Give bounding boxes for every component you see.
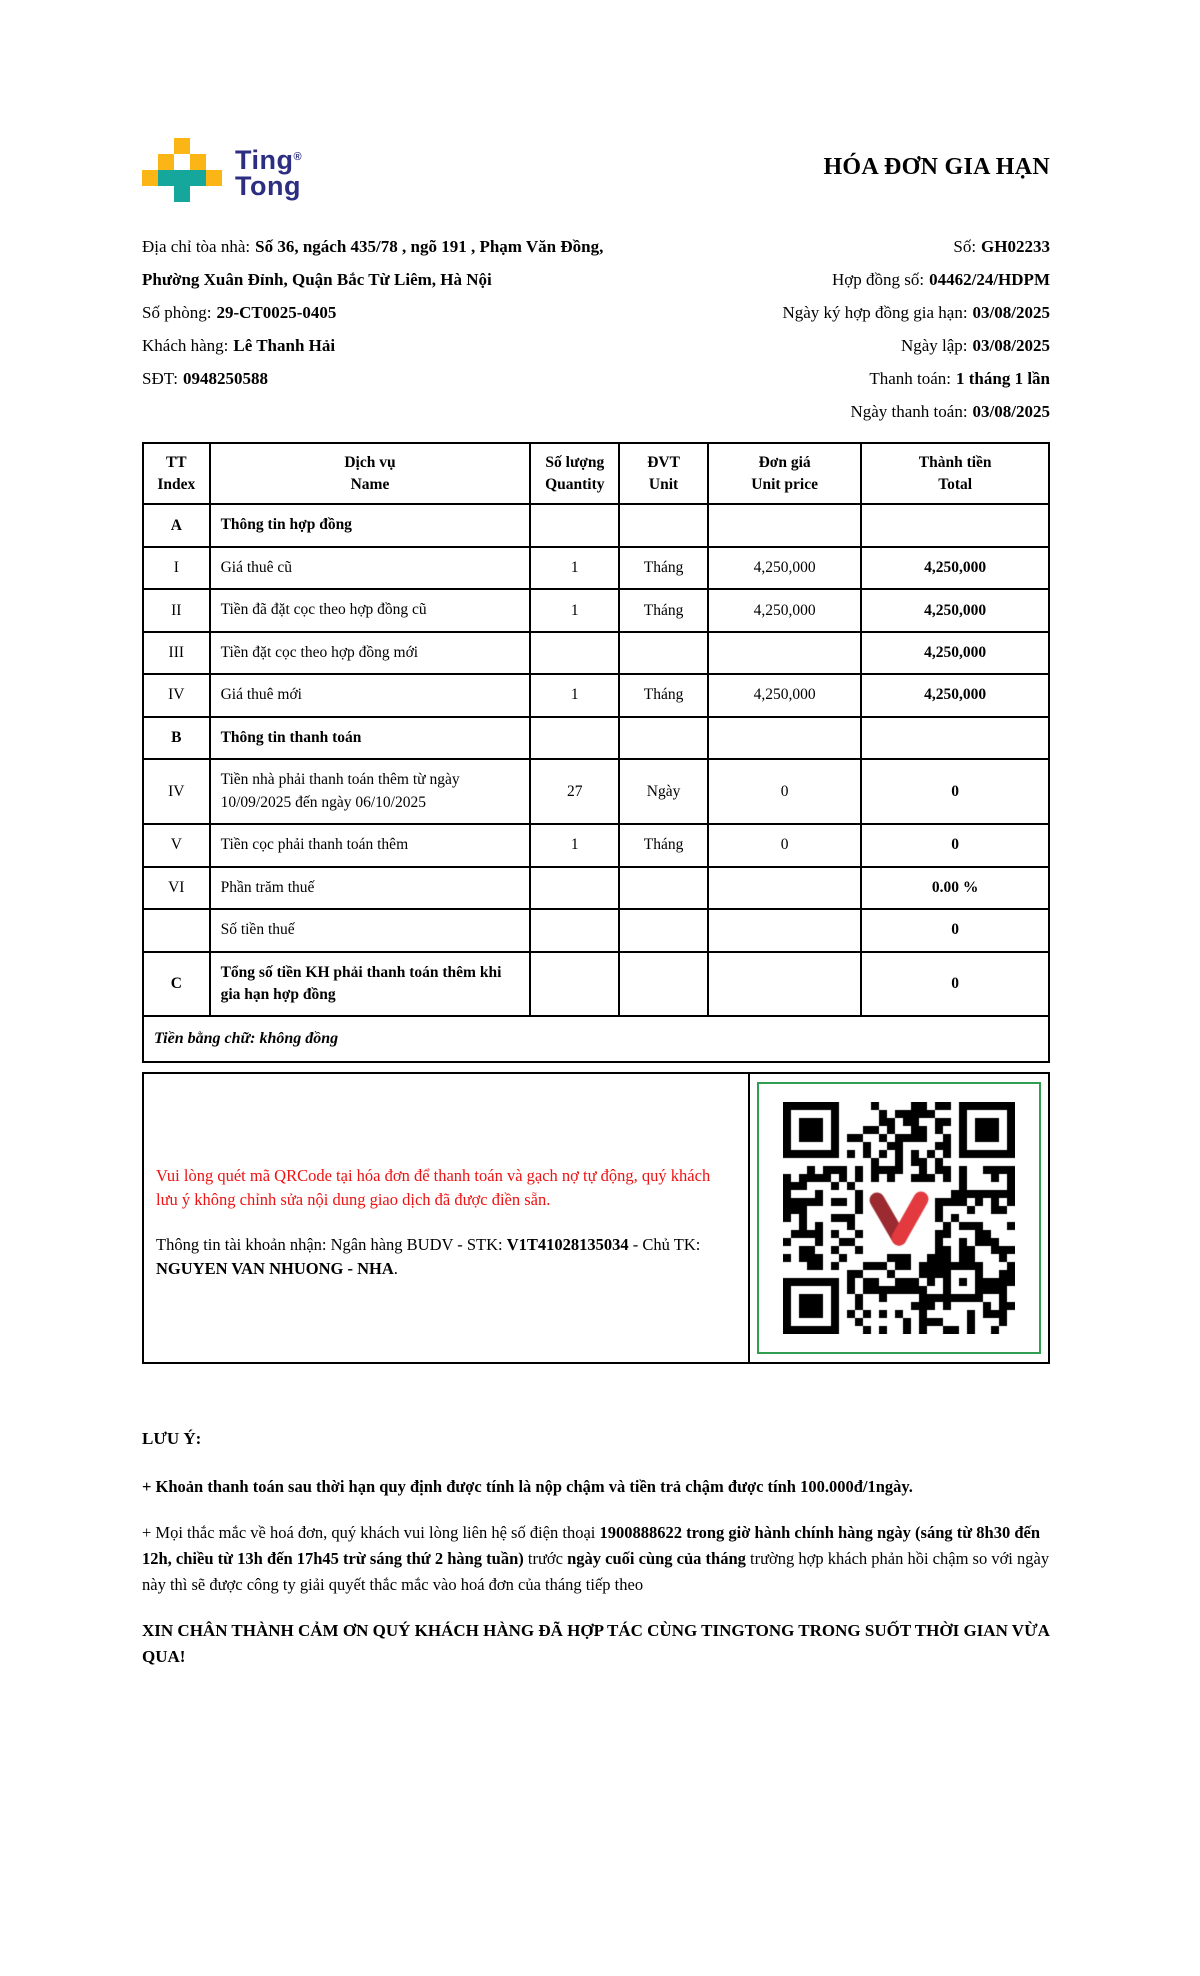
col-header-index: TT Index	[143, 443, 210, 504]
cell-name: Tiền nhà phải thanh toán thêm từ ngày 10/09/2025 đến ngày 06/10/2025	[210, 759, 531, 824]
label: Ngày thanh toán:	[850, 402, 968, 421]
payment-qr-section	[142, 1072, 1050, 1364]
cell-unit	[619, 867, 708, 909]
cell-qty	[530, 909, 619, 951]
cell-total: 0	[861, 909, 1049, 951]
col-header-name: Dịch vụ Name	[210, 443, 531, 504]
logo-pixel	[206, 170, 222, 186]
cell-tt: IV	[143, 674, 210, 716]
building-address	[142, 230, 620, 296]
cell-name: Giá thuê cũ	[210, 547, 531, 589]
cell-qty: 1	[530, 824, 619, 866]
cell-total	[861, 504, 1049, 546]
cell-tt: VI	[143, 867, 210, 909]
logo-pixel	[174, 138, 190, 154]
cell-total: 4,250,000	[861, 547, 1049, 589]
contract-number	[620, 263, 1050, 296]
cell-unit	[619, 717, 708, 759]
cell-unit	[619, 504, 708, 546]
cell-unit: Tháng	[619, 589, 708, 631]
invoice-table-header	[143, 443, 1049, 504]
cell-qty	[530, 504, 619, 546]
cell-qty	[530, 632, 619, 674]
cell-tt: III	[143, 632, 210, 674]
invoice-table-body	[143, 504, 1049, 1016]
value: Số 36, ngách 435/78 , ngõ 191 , Phạm Văn Đồng, Phường Xuân Đỉnh, Quận Bắc Từ Liêm, Hà Nội	[142, 237, 604, 289]
label: Hợp đồng số:	[832, 270, 925, 289]
col-header-unit: ĐVT Unit	[619, 443, 708, 504]
amount-in-words-section	[143, 1016, 1049, 1062]
cell-name: Tiền đã đặt cọc theo hợp đồng cũ	[210, 589, 531, 631]
cell-tt: IV	[143, 759, 210, 824]
cell-price	[708, 632, 861, 674]
table-row	[143, 547, 1049, 589]
cell-price: 4,250,000	[708, 674, 861, 716]
thank-you-message: XIN CHÂN THÀNH CẢM ƠN QUÝ KHÁCH HÀNG ĐÃ HỢP TÁC CÙNG TINGTONG TRONG SUỐT THỜI GIAN VỪA QUA!	[142, 1621, 1049, 1667]
tingtong-brand	[142, 138, 302, 202]
table-row	[143, 632, 1049, 674]
cell-tt: I	[143, 547, 210, 589]
cell-qty: 1	[530, 674, 619, 716]
table-row	[143, 717, 1049, 759]
header	[142, 138, 1050, 202]
value: 0948250588	[183, 369, 268, 388]
cell-unit: Tháng	[619, 547, 708, 589]
cell-qty	[530, 867, 619, 909]
value: 1 tháng 1 lần	[956, 369, 1050, 388]
label: Ngày ký hợp đồng gia hạn:	[782, 303, 968, 322]
customer-phone	[142, 362, 620, 395]
cell-tt: II	[143, 589, 210, 631]
payment-instructions	[144, 1074, 750, 1362]
logo-pixel	[142, 170, 158, 186]
cell-total: 4,250,000	[861, 589, 1049, 631]
cell-tt: V	[143, 824, 210, 866]
header-row	[143, 443, 1049, 504]
label: Khách hàng:	[142, 336, 229, 355]
cell-price	[708, 909, 861, 951]
logo-pixel	[174, 186, 190, 202]
table-row	[143, 759, 1049, 824]
cell-tt: A	[143, 504, 210, 546]
label: Địa chỉ tòa nhà:	[142, 237, 251, 256]
wordmark-line2: Tong	[235, 171, 301, 201]
table-row	[143, 952, 1049, 1017]
account-info: Thông tin tài khoản nhận: Ngân hàng BUDV - STK: V1T41028135034 - Chủ TK: NGUYEN VAN NHUONG - NHA.	[156, 1235, 701, 1279]
cell-total: 4,250,000	[861, 674, 1049, 716]
table-row	[143, 867, 1049, 909]
document-title: HÓA ĐƠN GIA HẠN	[823, 154, 1050, 180]
table-row	[143, 589, 1049, 631]
cell-unit: Tháng	[619, 824, 708, 866]
cell-name: Tiền cọc phải thanh toán thêm	[210, 824, 531, 866]
cell-unit	[619, 632, 708, 674]
cell-name: Thông tin hợp đồng	[210, 504, 531, 546]
cell-name: Số tiền thuế	[210, 909, 531, 951]
qr-code-frame	[757, 1082, 1041, 1354]
cell-price: 0	[708, 824, 861, 866]
cell-price: 4,250,000	[708, 547, 861, 589]
amount-in-words-row	[143, 1016, 1049, 1062]
table-row	[143, 504, 1049, 546]
cell-unit: Tháng	[619, 674, 708, 716]
cell-price: 0	[708, 759, 861, 824]
cell-unit	[619, 952, 708, 1017]
cell-total: 0	[861, 824, 1049, 866]
payment-date	[620, 395, 1050, 428]
logo-pixel	[158, 154, 174, 170]
logo-pixel	[158, 170, 206, 186]
tingtong-logo-icon	[142, 138, 222, 202]
cell-total	[861, 717, 1049, 759]
qr-code	[783, 1102, 1015, 1334]
label: Ngày lập:	[900, 336, 968, 355]
value: 29-CT0025-0405	[216, 303, 337, 322]
cell-qty	[530, 952, 619, 1017]
label: Thanh toán:	[869, 369, 951, 388]
wordmark-line1: Ting®	[235, 145, 303, 175]
label: Số phòng:	[142, 303, 212, 322]
cell-total: 0	[861, 759, 1049, 824]
logo-pixel	[190, 154, 206, 170]
cell-price	[708, 504, 861, 546]
payment-cycle	[620, 362, 1050, 395]
cell-tt	[143, 909, 210, 951]
cell-tt: C	[143, 952, 210, 1017]
cell-price	[708, 717, 861, 759]
invoice-number	[620, 230, 1050, 263]
cell-total: 4,250,000	[861, 632, 1049, 674]
building-customer-info	[142, 230, 620, 428]
value: 03/08/2025	[972, 402, 1050, 421]
value: 03/08/2025	[972, 303, 1050, 322]
value: 04462/24/HDPM	[929, 270, 1050, 289]
qr-payment-note: Vui lòng quét mã QRCode tại hóa đơn để thanh toán và gạch nợ tự động, quý khách lưu ý không chỉnh sửa nội dung giao dịch đã được điền sẵn.	[156, 1165, 711, 1209]
value: GH02233	[981, 237, 1050, 256]
value: 03/08/2025	[972, 336, 1050, 355]
renewal-sign-date	[620, 296, 1050, 329]
table-row	[143, 824, 1049, 866]
col-header-quantity: Số lượng Quantity	[530, 443, 619, 504]
col-header-total: Thành tiền Total	[861, 443, 1049, 504]
cell-qty: 1	[530, 589, 619, 631]
cell-qty	[530, 717, 619, 759]
label: Số:	[953, 237, 977, 256]
room-number	[142, 296, 620, 329]
cell-name: Thông tin thanh toán	[210, 717, 531, 759]
cell-qty: 27	[530, 759, 619, 824]
cell-price	[708, 952, 861, 1017]
customer-name	[142, 329, 620, 362]
info-row	[142, 230, 1050, 428]
table-row	[143, 674, 1049, 716]
cell-qty: 1	[530, 547, 619, 589]
cell-total: 0	[861, 952, 1049, 1017]
cell-unit	[619, 909, 708, 951]
cell-name: Tiền đặt cọc theo hợp đồng mới	[210, 632, 531, 674]
invoice-table	[142, 442, 1050, 1063]
cell-total: 0.00 %	[861, 867, 1049, 909]
note-late-payment: + Khoản thanh toán sau thời hạn quy định được tính là nộp chậm và tiền trả chậm được tính 100.000đ/1ngày.	[142, 1476, 913, 1496]
table-row	[143, 909, 1049, 951]
cell-name: Tổng số tiền KH phải thanh toán thêm khi gia hạn hợp đồng	[210, 952, 531, 1017]
qr-code-cell	[750, 1074, 1048, 1362]
cell-name: Giá thuê mới	[210, 674, 531, 716]
issue-date	[620, 329, 1050, 362]
cell-unit: Ngày	[619, 759, 708, 824]
col-header-unit-price: Đơn giá Unit price	[708, 443, 861, 504]
value: Lê Thanh Hải	[233, 336, 336, 355]
cell-tt: B	[143, 717, 210, 759]
cell-name: Phần trăm thuế	[210, 867, 531, 909]
notes-heading: LƯU Ý:	[142, 1429, 202, 1449]
cell-price	[708, 867, 861, 909]
label: SĐT:	[142, 369, 178, 388]
tingtong-wordmark	[235, 144, 302, 199]
invoice-meta	[620, 230, 1050, 428]
cell-price: 4,250,000	[708, 589, 861, 631]
note-hotline: + Mọi thắc mắc về hoá đơn, quý khách vui lòng liên hệ số điện thoại 1900888622 trong giờ hành chính hàng ngày (sáng từ 8h30 đến 12h, chiều từ 13h đến 17h45 trừ sáng thứ 2 hàng tuần) trước ngày cuối cùng của tháng trường hợp khách phản hồi chậm so với ngày này thì sẽ được công ty giải quyết thắc mắc vào hoá đơn của tháng tiếp theo	[142, 1523, 1050, 1594]
amount-in-words: Tiền bằng chữ: không đồng	[143, 1016, 1049, 1062]
notes-section	[142, 1426, 1050, 1670]
registered-mark: ®	[293, 151, 303, 163]
